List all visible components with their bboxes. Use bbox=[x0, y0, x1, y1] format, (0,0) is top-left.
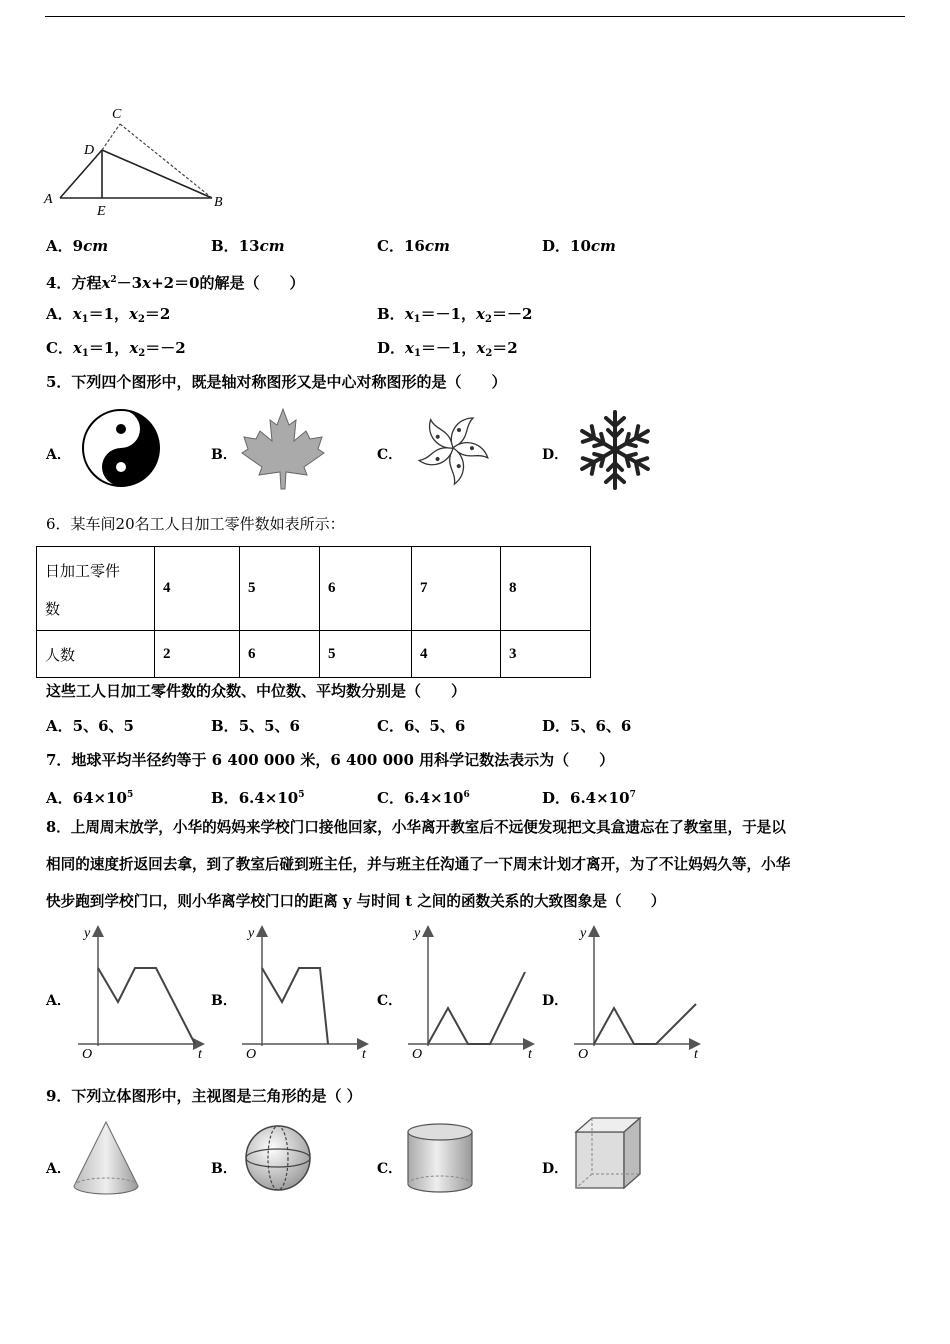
triangle-figure bbox=[42, 102, 227, 217]
option-letter: A． bbox=[46, 717, 73, 735]
label-d: D bbox=[84, 143, 95, 158]
graph-line bbox=[594, 1004, 696, 1044]
var-x: x bbox=[129, 305, 138, 323]
subscript: 2 bbox=[485, 314, 492, 325]
axis-label-t: t bbox=[362, 1047, 366, 1062]
option-letter: B． bbox=[211, 237, 239, 255]
option-value: 6、5、6 bbox=[403, 717, 466, 735]
option-value: 16 bbox=[403, 237, 425, 255]
option-unit: cm bbox=[83, 237, 109, 255]
q4-option-c[interactable] bbox=[46, 338, 186, 364]
q6-question: 这些工人日加工零件数的众数、中位数、平均数分别是（ ） bbox=[46, 682, 467, 700]
option-letter: A． bbox=[46, 305, 73, 323]
yin-yang-icon[interactable] bbox=[76, 403, 166, 493]
q4-option-b[interactable] bbox=[377, 304, 532, 330]
var-x: x bbox=[476, 305, 485, 323]
q8-option-d-label[interactable]: D． bbox=[542, 993, 569, 1009]
equation-part: +2＝0 bbox=[151, 274, 200, 292]
var-x: x bbox=[72, 305, 82, 323]
header-line: 数 bbox=[45, 600, 61, 618]
q6-stem: 6．某车间20名工人日加工零件数如表所示： bbox=[46, 515, 345, 533]
axis-label-t: t bbox=[694, 1047, 698, 1062]
header-line: 日加工零件 bbox=[45, 562, 121, 580]
graph-line bbox=[98, 968, 195, 1044]
cube-icon[interactable] bbox=[572, 1114, 648, 1194]
subscript: 2 bbox=[137, 314, 145, 325]
option-unit: cm bbox=[590, 237, 616, 255]
graph-line bbox=[262, 968, 328, 1044]
table-cell: 5 bbox=[320, 631, 412, 678]
subscript: 2 bbox=[485, 348, 493, 359]
q8-option-b-label[interactable]: B． bbox=[211, 993, 237, 1009]
axis-label-y: y bbox=[414, 926, 421, 941]
var-x: x bbox=[404, 305, 414, 323]
q4-stem bbox=[46, 270, 305, 293]
segment-ad bbox=[60, 150, 102, 198]
option-value: ＝1， bbox=[88, 305, 129, 323]
exponent: 2 bbox=[110, 275, 117, 285]
q8-graph-d[interactable] bbox=[566, 920, 706, 1062]
subscript: 2 bbox=[138, 348, 146, 359]
option-value: 64×10 bbox=[72, 789, 127, 807]
origin-label: O bbox=[578, 1047, 589, 1062]
sphere-icon[interactable] bbox=[240, 1120, 316, 1196]
option-value: ＝2 bbox=[144, 305, 171, 323]
bauhinia-flower-icon[interactable] bbox=[405, 403, 500, 493]
var-x: x bbox=[405, 339, 414, 357]
q9-option-b-label[interactable]: B． bbox=[211, 1161, 237, 1177]
q7-option-d[interactable] bbox=[542, 785, 636, 808]
question-number: 4． bbox=[46, 274, 72, 292]
q4-option-a[interactable] bbox=[46, 304, 170, 330]
table-cell: 6 bbox=[240, 631, 320, 678]
q9-option-d-label[interactable]: D． bbox=[542, 1161, 569, 1177]
q9-option-a-label[interactable]: A． bbox=[46, 1161, 71, 1177]
table-cell: 6 bbox=[320, 547, 412, 631]
q6-option-d[interactable] bbox=[542, 716, 631, 736]
label-a: A bbox=[44, 192, 53, 207]
snowflake-icon[interactable] bbox=[570, 405, 660, 495]
q7-stem: 7．地球平均半径约等于 6 400 000 米，6 400 000 用科学记数法表示为（ ） bbox=[46, 751, 615, 769]
exponent: 7 bbox=[629, 790, 636, 800]
label-e: E bbox=[97, 204, 106, 217]
option-letter: D． bbox=[542, 717, 571, 735]
option-letter: A． bbox=[46, 237, 73, 255]
table-cell: 2 bbox=[155, 631, 240, 678]
subscript: 1 bbox=[81, 314, 89, 325]
q7-option-a[interactable] bbox=[46, 785, 133, 808]
q5-option-b-label[interactable]: B． bbox=[211, 447, 237, 463]
option-value: 6.4×10 bbox=[238, 789, 299, 807]
q8-stem-line3: 快步跑到学校门口，则小华离学校门口的距离 y 与时间 t 之间的函数关系的大致图象是（ ） bbox=[46, 893, 666, 910]
option-value: 5、6、6 bbox=[570, 717, 632, 735]
q3-option-a[interactable] bbox=[46, 236, 108, 256]
q8-option-c-label[interactable]: C． bbox=[377, 993, 403, 1009]
table-row bbox=[37, 631, 591, 678]
q5-option-d-label[interactable]: D． bbox=[542, 447, 569, 463]
var-x: x bbox=[142, 274, 152, 292]
table-cell: 4 bbox=[412, 631, 501, 678]
exponent: 6 bbox=[463, 790, 470, 800]
var-x: x bbox=[129, 339, 139, 357]
segment-db bbox=[102, 150, 212, 198]
q9-option-c-label[interactable]: C． bbox=[377, 1161, 403, 1177]
q6-option-a[interactable] bbox=[46, 716, 134, 736]
option-value: 13 bbox=[238, 237, 260, 255]
option-value: ＝－1， bbox=[420, 339, 477, 357]
subscript: 1 bbox=[413, 348, 421, 359]
option-value: ＝－2 bbox=[491, 305, 533, 323]
option-letter: A． bbox=[46, 789, 73, 807]
table-header-cell: 人数 bbox=[37, 631, 155, 678]
table-cell: 4 bbox=[155, 547, 240, 631]
subscript: 1 bbox=[413, 314, 421, 325]
option-letter: C． bbox=[377, 717, 404, 735]
option-letter: B． bbox=[211, 717, 239, 735]
graph-line bbox=[428, 972, 525, 1044]
axis-label-t: t bbox=[198, 1047, 202, 1062]
option-letter: B． bbox=[211, 789, 239, 807]
option-value: 10 bbox=[570, 237, 591, 255]
cone-icon[interactable] bbox=[70, 1118, 142, 1198]
option-letter: D． bbox=[542, 789, 571, 807]
option-letter: B． bbox=[377, 305, 405, 323]
label-b: B bbox=[214, 195, 223, 210]
header-rule bbox=[45, 16, 905, 17]
q5-stem: 5．下列四个图形中，既是轴对称图形又是中心对称图形的是（ ） bbox=[46, 373, 507, 391]
option-letter: D． bbox=[377, 339, 406, 357]
segment-cb bbox=[120, 124, 212, 198]
option-letter: C． bbox=[377, 789, 404, 807]
var-x: x bbox=[101, 274, 111, 292]
q6-option-c[interactable] bbox=[377, 716, 465, 736]
axis-label-y: y bbox=[580, 926, 587, 941]
q7-option-c[interactable] bbox=[377, 785, 470, 808]
q6-option-b[interactable] bbox=[211, 716, 300, 736]
option-unit: cm bbox=[424, 237, 450, 255]
option-value: ＝－1， bbox=[420, 305, 477, 323]
q5-option-c-label[interactable]: C． bbox=[377, 447, 403, 463]
table-cell: 3 bbox=[501, 631, 591, 678]
q4-option-d[interactable] bbox=[377, 338, 518, 364]
option-letter: C． bbox=[377, 237, 404, 255]
origin-label: O bbox=[246, 1047, 257, 1062]
subscript: 1 bbox=[81, 348, 89, 359]
cylinder-icon[interactable] bbox=[402, 1118, 478, 1198]
table-cell: 8 bbox=[501, 547, 591, 631]
axis-label-y: y bbox=[248, 926, 255, 941]
equation-part: －3 bbox=[116, 274, 143, 292]
var-x: x bbox=[72, 339, 82, 357]
q8-stem-line2: 相同的速度折返回去拿，到了教室后碰到班主任，并与班主任沟通了一下周末计划才离开，为了不让妈妈久等，小华 bbox=[46, 856, 791, 873]
exponent: 5 bbox=[126, 790, 134, 800]
option-value: 5、6、5 bbox=[72, 717, 134, 735]
table-cell: 5 bbox=[240, 547, 320, 631]
q8-graph-a[interactable] bbox=[70, 920, 210, 1062]
stem-text: 方程 bbox=[71, 274, 102, 292]
q7-option-b[interactable] bbox=[211, 785, 305, 808]
q8-stem-line1: 8．上周周末放学，小华的妈妈来学校门口接他回家，小华离开教室后不远便发现把文具盒遗忘在了教室里，于是以 bbox=[46, 819, 786, 836]
q3-option-b[interactable] bbox=[211, 236, 285, 256]
q3-option-d[interactable] bbox=[542, 236, 616, 256]
stem-text: 的解是（ ） bbox=[199, 274, 305, 292]
q6-table bbox=[36, 546, 591, 678]
maple-leaf-icon[interactable] bbox=[238, 403, 328, 493]
table-row bbox=[37, 547, 591, 631]
q3-option-c[interactable] bbox=[377, 236, 450, 256]
option-value: ＝1， bbox=[88, 339, 130, 357]
var-x: x bbox=[476, 339, 486, 357]
table-cell: 7 bbox=[412, 547, 501, 631]
option-value: ＝2 bbox=[492, 339, 518, 357]
option-value: 9 bbox=[72, 237, 84, 255]
q5-option-a-label[interactable]: A． bbox=[46, 447, 71, 463]
exponent: 5 bbox=[298, 790, 305, 800]
option-letter: D． bbox=[542, 237, 571, 255]
q8-graph-c[interactable] bbox=[400, 920, 540, 1062]
q9-stem: 9．下列立体图形中，主视图是三角形的是（ ） bbox=[46, 1087, 362, 1105]
origin-label: O bbox=[412, 1047, 423, 1062]
q8-option-a-label[interactable]: A． bbox=[46, 993, 71, 1009]
table-header-cell bbox=[37, 547, 155, 631]
segment-dc bbox=[102, 124, 120, 150]
origin-label: O bbox=[82, 1047, 93, 1062]
axis-label-t: t bbox=[528, 1047, 532, 1062]
option-value: ＝－2 bbox=[145, 339, 186, 357]
q8-graph-b[interactable] bbox=[234, 920, 374, 1062]
option-value: 6.4×10 bbox=[403, 789, 464, 807]
label-c: C bbox=[112, 107, 122, 122]
option-value: 6.4×10 bbox=[570, 789, 630, 807]
option-value: 5、5、6 bbox=[238, 717, 300, 735]
option-letter: C． bbox=[46, 339, 73, 357]
option-unit: cm bbox=[259, 237, 285, 255]
axis-label-y: y bbox=[84, 926, 91, 941]
